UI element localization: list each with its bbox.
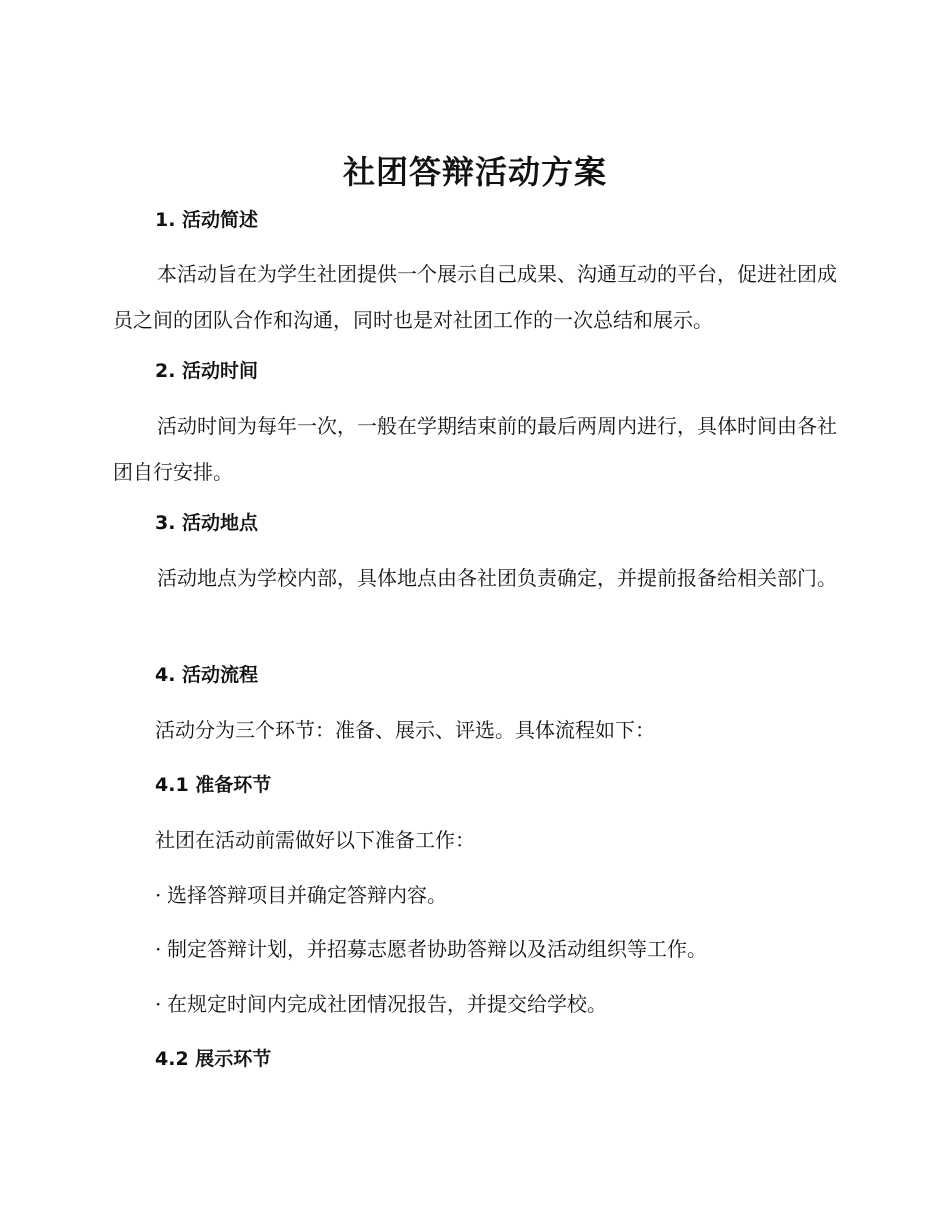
section-body-process: 活动分为三个环节：准备、展示、评选。具体流程如下： bbox=[155, 718, 655, 742]
section-heading-time: 2. 活动时间 bbox=[155, 360, 259, 382]
bullet-dot-icon: · bbox=[155, 937, 162, 961]
bullet-text: 在规定时间内完成社团情况报告，并提交给学校。 bbox=[167, 992, 607, 1016]
preparation-bullet bbox=[155, 989, 607, 1019]
preparation-bullet bbox=[155, 934, 707, 964]
section-heading-location: 3. 活动地点 bbox=[155, 512, 259, 534]
section-heading-overview: 1. 活动简述 bbox=[155, 209, 259, 231]
subsection-heading-presentation: 4.2 展示环节 bbox=[155, 1048, 272, 1070]
bullet-dot-icon: · bbox=[155, 992, 162, 1016]
bullet-text: 选择答辩项目并确定答辩内容。 bbox=[167, 883, 447, 907]
document-title: 社团答辩活动方案 bbox=[342, 153, 607, 191]
section-body-time: 活动时间为每年一次，一般在学期结束前的最后两周内进行，具体时间由各社团自行安排。 bbox=[113, 414, 837, 484]
section-heading-process: 4. 活动流程 bbox=[155, 664, 259, 686]
preparation-intro: 社团在活动前需做好以下准备工作： bbox=[155, 828, 475, 852]
section-body-location: 活动地点为学校内部，具体地点由各社团负责确定，并提前报备给相关部门。 bbox=[157, 566, 837, 590]
preparation-bullet bbox=[155, 880, 447, 910]
section-body-overview: 本活动旨在为学生社团提供一个展示自己成果、沟通互动的平台，促进社团成员之间的团队合作和沟通，同时也是对社团工作的一次总结和展示。 bbox=[113, 262, 837, 332]
bullet-text: 制定答辩计划，并招募志愿者协助答辩以及活动组织等工作。 bbox=[167, 937, 707, 961]
subsection-heading-preparation: 4.1 准备环节 bbox=[155, 774, 272, 796]
bullet-dot-icon: · bbox=[155, 883, 162, 907]
